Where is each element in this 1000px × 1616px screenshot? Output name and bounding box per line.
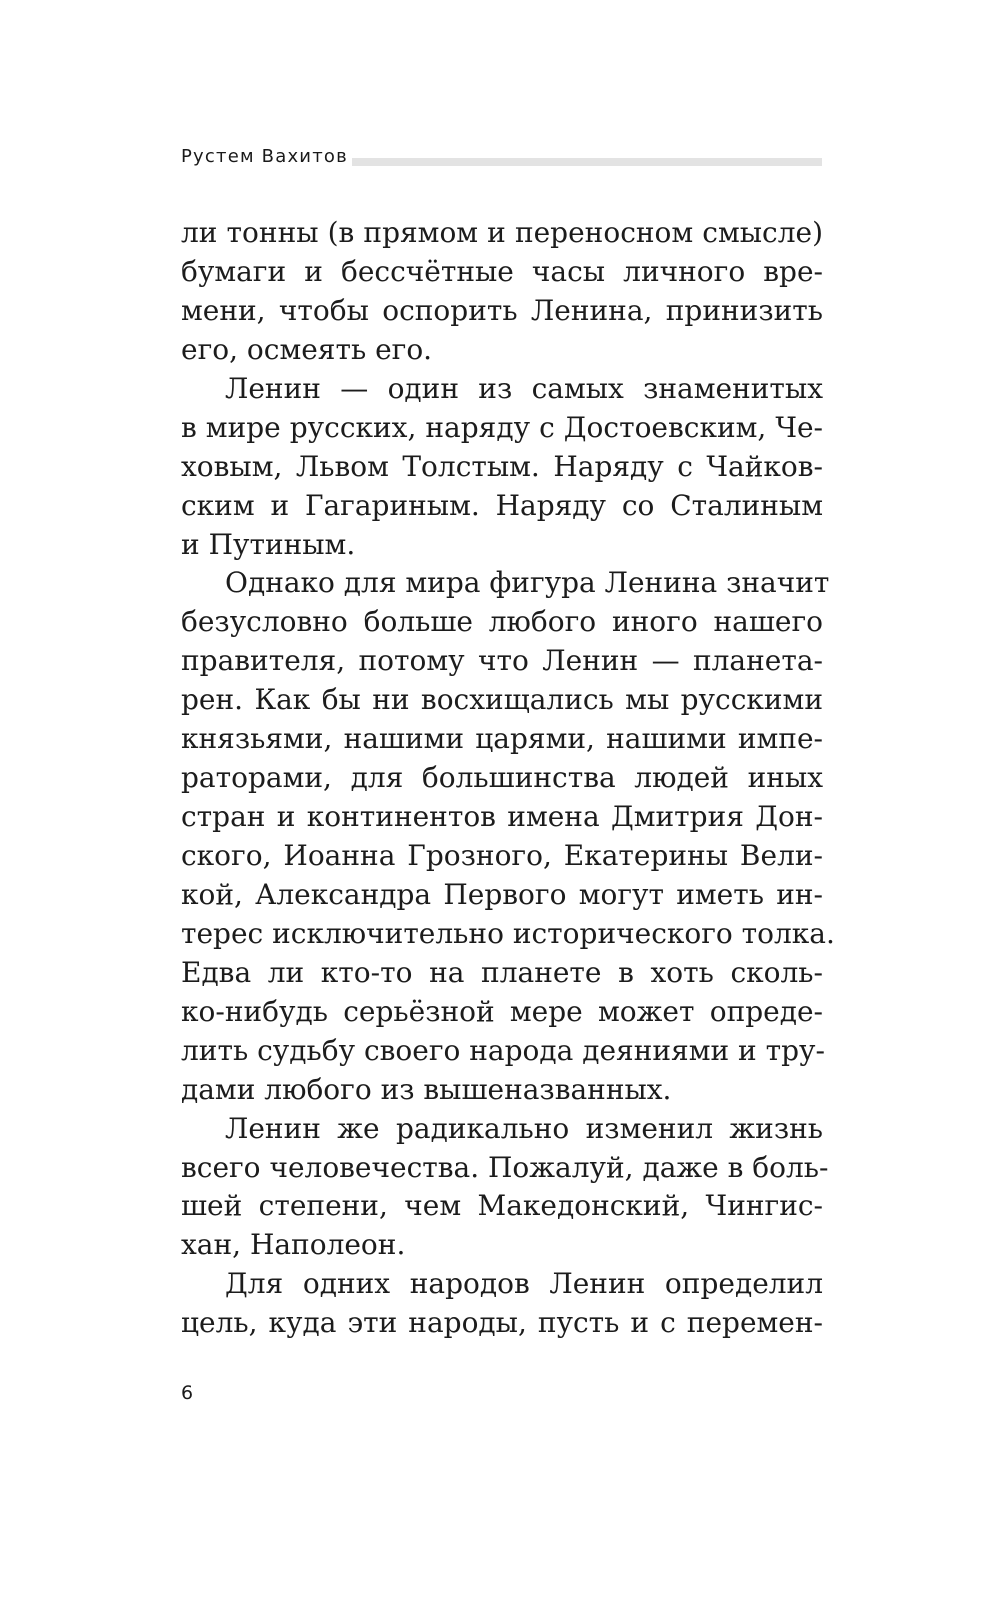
paragraph — [181, 214, 823, 370]
text-line: его, осмеять его. — [181, 332, 433, 366]
text-line: лить судьбу своего народа деяниями и тру- — [181, 1033, 825, 1067]
text-line: ко-нибудь серьёзной мере может опреде- — [181, 994, 823, 1028]
text-line: всего человечества. Пожалуй, даже в боль- — [181, 1150, 829, 1184]
text-line: хан, Наполеон. — [181, 1228, 406, 1262]
text-line: ли тонны (в прямом и переносном смысле) — [181, 216, 823, 249]
text-line: в мире русских, наряду с Достоевским, Че- — [181, 410, 823, 444]
header-rule — [352, 158, 822, 166]
text-line: безусловно больше любого иного нашего — [181, 605, 823, 639]
text-line: ского, Иоанна Грозного, Екатерины Вели- — [181, 839, 823, 872]
text-line: Ленин — один из самых знаменитых — [225, 371, 823, 405]
text-line: терес исключительно исторического толка. — [181, 916, 835, 950]
paragraph — [181, 1110, 829, 1266]
paragraph — [181, 564, 835, 1109]
text-line: Однако для мира фигура Ленина значит — [225, 566, 830, 600]
text-line: мени, чтобы оспорить Ленина, принизить — [181, 293, 823, 327]
text-line: князьями, нашими царями, нашими импе- — [181, 722, 823, 756]
text-line: Для одних народов Ленин определил — [225, 1267, 823, 1301]
text-line: ским и Гагариным. Наряду со Сталиным — [181, 488, 823, 522]
text-line: раторами, для большинства людей иных — [181, 761, 823, 795]
paragraph — [181, 370, 823, 565]
running-head-author: Рустем Вахитов — [181, 146, 348, 167]
text-line: дами любого из вышеназванных. — [181, 1072, 672, 1106]
text-line: и Путиным. — [181, 527, 356, 561]
text-line: кой, Александра Первого могут иметь ин- — [181, 877, 823, 911]
text-line: цель, куда эти народы, пусть и с перемен- — [181, 1306, 823, 1340]
text-line: шей степени, чем Македонский, Чингис- — [181, 1189, 823, 1223]
text-line: Едва ли кто-то на планете в хоть сколь- — [181, 955, 823, 989]
text-line: бумаги и бессчётные часы личного вре- — [181, 254, 823, 288]
text-line: ховым, Львом Толстым. Наряду с Чайков- — [181, 449, 823, 483]
paragraph — [181, 1265, 823, 1343]
text-line: рен. Как бы ни восхищались мы русскими — [181, 683, 823, 717]
body-text — [181, 214, 835, 1343]
text-line: правителя, потому что Ленин — планета- — [181, 644, 823, 678]
page-number: 6 — [181, 1382, 194, 1404]
text-line: Ленин же радикально изменил жизнь — [225, 1111, 823, 1145]
text-line: стран и континентов имена Дмитрия Дон- — [181, 800, 823, 834]
